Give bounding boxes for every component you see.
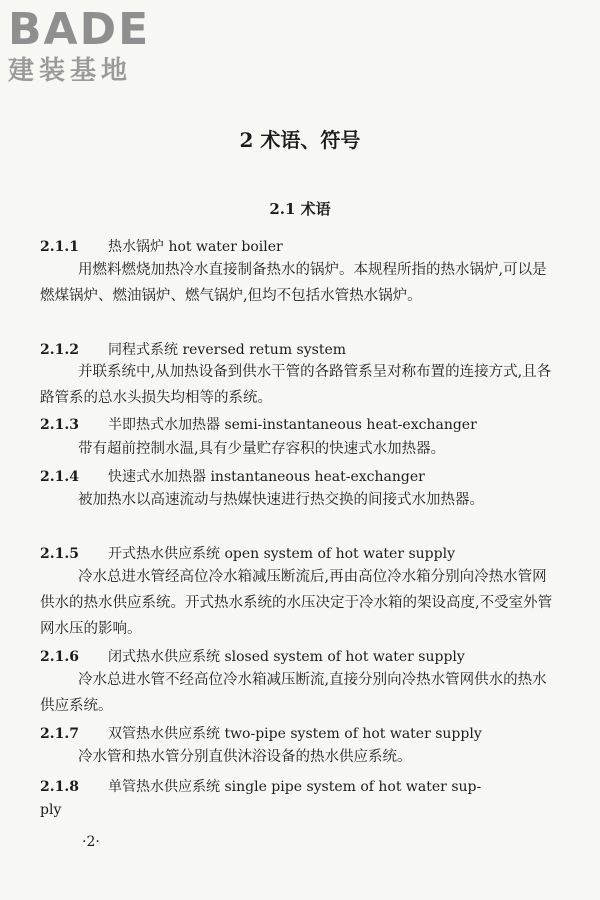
term-definition: 用燃料燃烧加热冷水直接制备热水的锅炉。本规程所指的热水锅炉,可以是燃煤锅炉、燃油锅炉、燃气锅炉,但均不包括水管热水锅炉。 [40,262,547,304]
section-title: 2.1 术语 [269,200,331,218]
term-name: 快速式水加热器 instantaneous heat-exchanger [108,469,425,485]
term-name: 单管热水供应系统 single pipe system of hot water sup- [108,779,482,795]
term-number: 2.1.2 [40,342,79,358]
term-heading [40,236,283,256]
term-definition: 冷水总进水管不经高位冷水箱减压断流,直接分别向冷热水管网供水的热水供应系统。 [40,672,547,714]
page-number: ·2· [82,834,100,850]
term-heading [40,466,425,486]
term-number: 2.1.4 [40,469,79,485]
chapter-title: 2 术语、符号 [239,128,361,152]
term-number: 2.1.8 [40,779,79,795]
term-heading [40,776,481,796]
logo-brand: BADE [8,4,151,55]
term-definition: 被加热水以高速流动与热媒快速进行热交换的间接式水加热器。 [78,492,484,508]
term-heading [40,414,477,434]
term-definition: 并联系统中,从加热设备到供水干管的各路管系呈对称布置的连接方式,且各路管系的总水头损失均相等的系统。 [40,364,552,406]
term-name: 闭式热水供应系统 slosed system of hot water supply [108,649,465,665]
term-name: 半即热式水加热器 semi-instantaneous heat-exchanger [108,417,477,433]
logo [8,6,150,86]
term-heading [40,723,482,743]
term-number: 2.1.7 [40,726,79,742]
term-name: 双管热水供应系统 two-pipe system of hot water supply [108,726,482,742]
term-number: 2.1.3 [40,417,79,433]
term-heading-continuation: ply [40,802,62,818]
term-number: 2.1.1 [40,239,79,255]
term-heading [40,543,455,563]
term-definition: 冷水总进水管经高位冷水箱减压断流后,再由高位冷水箱分别向冷热水管网供水的热水供应系统。开式热水系统的水压决定于冷水箱的架设高度,不受室外管网水压的影响。 [40,569,553,637]
term-name: 热水锅炉 hot water boiler [108,239,283,255]
term-number: 2.1.6 [40,649,79,665]
term-heading [40,646,465,666]
term-name: 同程式系统 reversed retum system [108,342,347,358]
logo-subtitle: 建装基地 [8,56,133,86]
term-definition: 冷水管和热水管分别直供沐浴设备的热水供应系统。 [78,749,412,765]
term-number: 2.1.5 [40,546,79,562]
term-heading [40,339,346,359]
term-definition: 带有超前控制水温,具有少量贮存容积的快速式水加热器。 [78,441,446,457]
term-name: 开式热水供应系统 open system of hot water supply [108,546,455,562]
